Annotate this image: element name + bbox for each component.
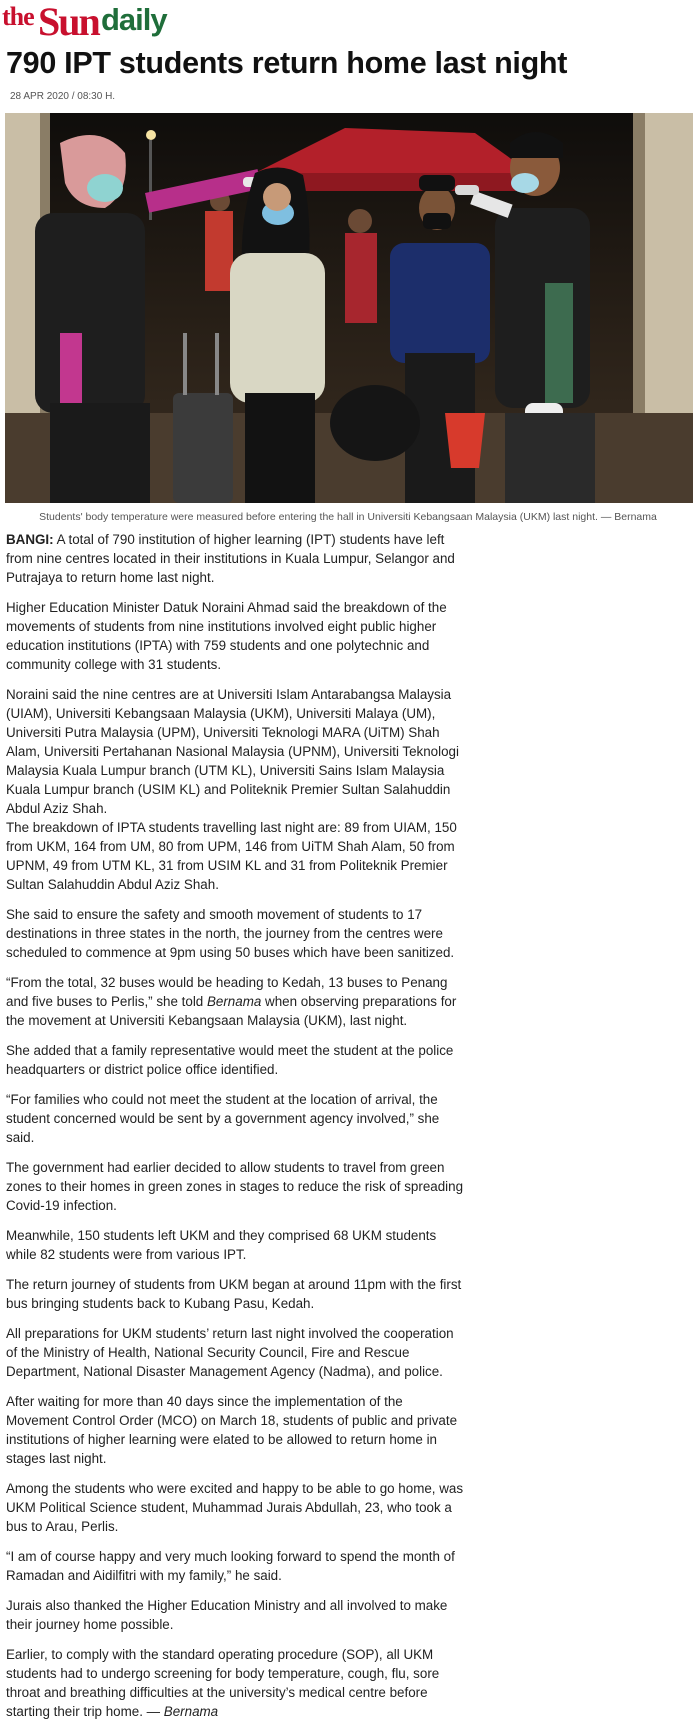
paragraph-10: Meanwhile, 150 students left UKM and they comprised 68 UKM students while 82 students were from various IPT. bbox=[6, 1228, 437, 1262]
paragraph-11: The return journey of students from UKM began at around 11pm with the first bus bringing students back to Kubang Pasu, Kedah. bbox=[6, 1277, 462, 1311]
article-date: 28 APR 2020 / 08:30 H. bbox=[10, 91, 116, 102]
paragraph-12: All preparations for UKM students’ return last night involved the cooperation of the Ministry of Health, National Security Council, Fire and Rescue Department, National Disaster Management Agency (Nadma), and police. bbox=[6, 1326, 454, 1379]
paragraph-13: After waiting for more than 40 days since the implementation of the Movement Control Order (MCO) on March 18, students of public and private institutions of higher learning were elated to be allowed to return home in stages last night. bbox=[6, 1394, 458, 1466]
paragraph-2: Higher Education Minister Datuk Noraini Ahmad said the breakdown of the movements of students from nine institutions involved eight public higher education institutions (IPTA) with 759 students and one polytechnic and community college with 31 students. bbox=[6, 600, 447, 672]
paragraph-1 bbox=[6, 530, 468, 587]
paragraph-15: “I am of course happy and very much looking forward to spend the month of Ramadan and Aidilfitri with my family,” he said. bbox=[6, 1549, 455, 1583]
paragraph-7: She added that a family representative would meet the student at the police headquarters or district police office identified. bbox=[6, 1043, 454, 1077]
paragraph-6-text-a: “From the total, 32 buses would be heading to Kedah, 13 buses to Penang and five buses to Perlis,” she told bbox=[6, 975, 448, 1009]
paragraph-17-source: Bernama bbox=[163, 1704, 219, 1719]
paragraph-17-text: Earlier, to comply with the standard operating procedure (SOP), all UKM students had to undergo screening for body temperature, cough, flu, sore throat and breathing difficulties at the university’s medical centre before starting their trip home. — bbox=[6, 1647, 440, 1719]
photo-illustration bbox=[5, 113, 693, 503]
dateline: BANGI: bbox=[6, 532, 54, 547]
paragraph-6 bbox=[6, 973, 468, 1030]
article-body bbox=[6, 530, 468, 1732]
paragraph-6-source: Bernama bbox=[206, 994, 262, 1009]
paragraph-16: Jurais also thanked the Higher Education Ministry and all involved to make their journey home possible. bbox=[6, 1598, 448, 1632]
logo-sun: Sun bbox=[38, 0, 99, 44]
photo-caption: Students' body temperature were measured before entering the hall in Universiti Kebangsaan Malaysia (UKM) last night. — Bernama bbox=[39, 511, 657, 523]
paragraph-5: She said to ensure the safety and smooth movement of students to 17 destinations in three states in the north, the journey from the centres were scheduled to commence at 9pm using 50 buses which have been sanitized. bbox=[6, 907, 455, 960]
article-photo bbox=[5, 113, 693, 503]
paragraph-14: Among the students who were excited and happy to be able to go home, was UKM Political Science student, Muhammad Jurais Abdullah, 23, who took a bus to Arau, Perlis. bbox=[6, 1481, 464, 1534]
paragraph-8: “For families who could not meet the student at the location of arrival, the student concerned would be sent by a government agency involved,” she said. bbox=[6, 1092, 440, 1145]
paragraph-17 bbox=[6, 1645, 468, 1721]
paragraph-6-text-c: when observing preparations for the movement at Universiti Kebangsaan Malaysia (UKM), last night. bbox=[6, 994, 457, 1028]
article-title: 790 IPT students return home last night bbox=[6, 46, 568, 80]
paragraph-1-text: A total of 790 institution of higher learning (IPT) students have left from nine centres located in their institutions in Kuala Lumpur, Selangor and Putrajaya to return home last night. bbox=[6, 532, 455, 585]
paragraph-4: The breakdown of IPTA students travelling last night are: 89 from UIAM, 150 from UKM, 164 from UM, 80 from UPM, 146 from UiTM Shah Alam, 50 from UPNM, 49 from UTM KL, 31 from USIM KL and 31 from Politeknik Premier Sultan Salahuddin Abdul Aziz Shah. bbox=[6, 820, 457, 892]
paragraph-3: Noraini said the nine centres are at Universiti Islam Antarabangsa Malaysia (UIAM), Universiti Kebangsaan Malaysia (UKM), Universiti Malaya (UM), Universiti Putra Malaysia (UPM), Universiti Teknologi MARA (UiTM) Shah Alam, Universiti Pertahanan Nasional Malaysia (UPNM), Universiti Teknologi Malaysia Kuala Lumpur branch (UTM KL), Universiti Sains Islam Malaysia Kuala Lumpur branch (USIM KL) and Politeknik Premier Sultan Salahuddin Abdul Aziz Shah. bbox=[6, 687, 459, 816]
site-logo[interactable] bbox=[2, 0, 202, 50]
logo-the: the bbox=[2, 2, 34, 31]
logo-daily: daily bbox=[101, 2, 167, 37]
paragraph-9: The government had earlier decided to allow students to travel from green zones to their homes in green zones in stages to reduce the risk of spreading Covid-19 infection. bbox=[6, 1160, 464, 1213]
